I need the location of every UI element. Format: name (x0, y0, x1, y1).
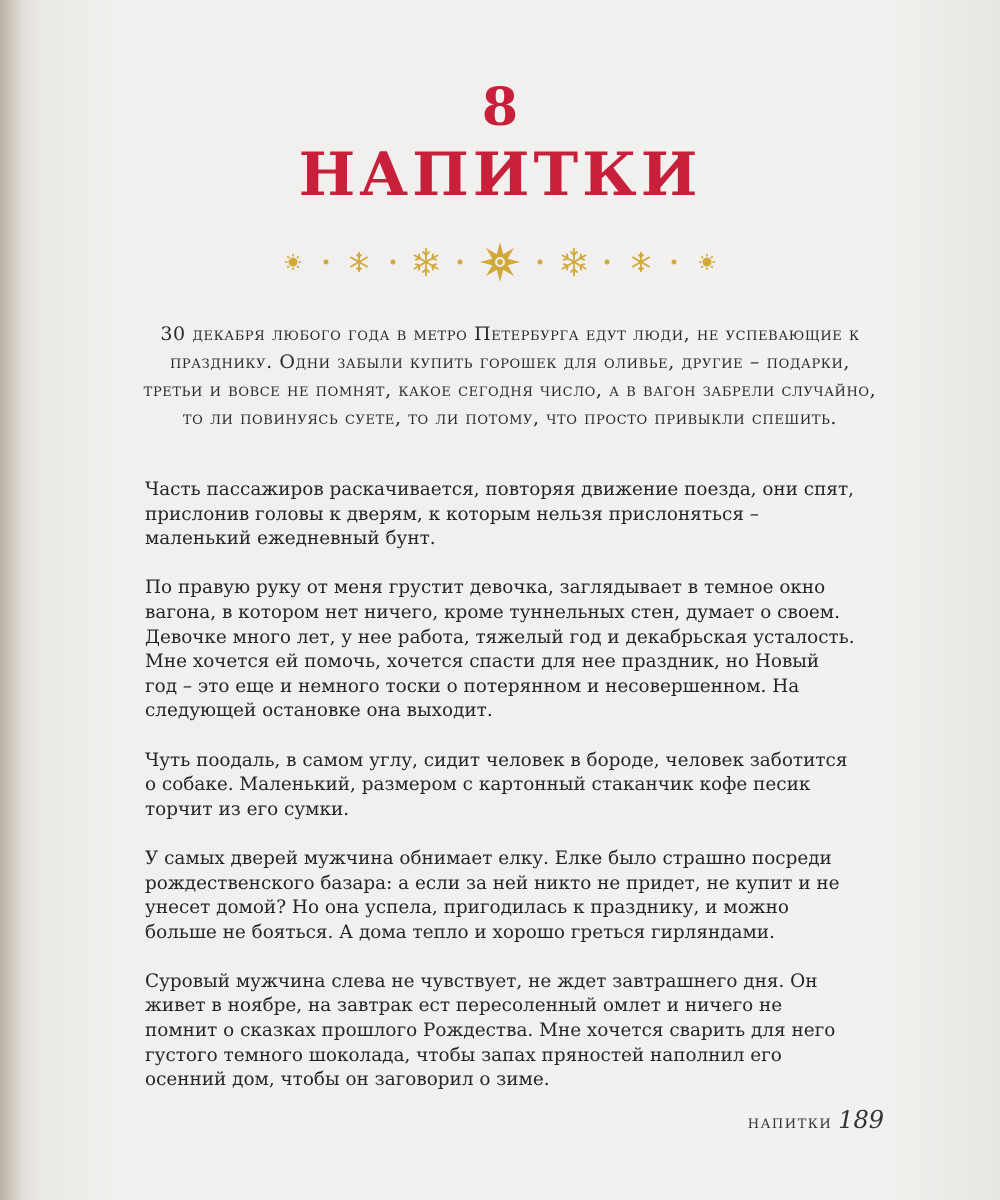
page-footer (748, 1106, 884, 1134)
snowflake-icon (350, 252, 367, 272)
paragraph: По правую руку от меня грустит девочка, заглядывает в темное окно вагона, в котором нет ничего, кроме туннельных стен, думает о своем. Девочке много лет, у нее работа, тяжелый год и декабрьская усталость. Мне хочется ей помочь, хочется спасти для нее праздник, но Новый год – это еще и немного тоски о потерянном и несовершенном. На следующей остановке она выходит. (145, 577, 855, 722)
chapter-title: НАПИТКИ (298, 140, 702, 210)
snowflake-large-icon (562, 248, 586, 276)
paragraph: Суровый мужчина слева не чувствует, не ждет завтрашнего дня. Он живет в ноябре, на завтрак ест пересоленный омлет и ничего не помнит о сказках прошлого Рождества. Мне хочется сварить для него густого темного шоколада, чтобы запах пряностей наполнил его осенний дом, чтобы он заговорил о зиме. (145, 970, 836, 1091)
paragraph: Часть пассажиров раскачивается, повторяя движение поезда, они спят, прислонив головы к дверям, к которым нельзя прислоняться – маленький ежедневный бунт. (145, 479, 854, 550)
chapter-number: 8 (481, 77, 519, 138)
paragraph: Чуть поодаль, в самом углу, сидит человек в бороде, человек заботится о собаке. Маленький, размером с картонный стаканчик кофе песик торчит из его сумки. (145, 749, 848, 820)
sun-icon (699, 254, 715, 270)
lead-paragraph: 30 декабря любого года в метро Петербурга едут люди, не успевающие к празднику. Одни забыли купить горошек для оливье, другие – подарки, третьи и вовсе не помнят, какое сегодня число, а в вагон забрели случайно, то ли повинуясь суете, то ли потому, что просто привыкли спешить. (143, 323, 877, 429)
paragraph: У самых дверей мужчина обнимает елку. Елке было страшно посреди рождественского базара: а если за ней никто не придет, не купит и не унесет домой? Но она успела, пригодилась к празднику, и можно больше не бояться. А дома тепло и хорошо греться гирляндами. (145, 847, 840, 943)
body-text (145, 478, 857, 1117)
snowflake-large-icon (414, 248, 438, 276)
snowflake-ornament-icon (280, 236, 720, 288)
star-icon (480, 242, 520, 282)
page-number: 189 (838, 1106, 884, 1134)
sun-icon (285, 254, 301, 270)
running-footer-title: напитки (747, 1112, 833, 1133)
snowflake-icon (632, 252, 649, 272)
